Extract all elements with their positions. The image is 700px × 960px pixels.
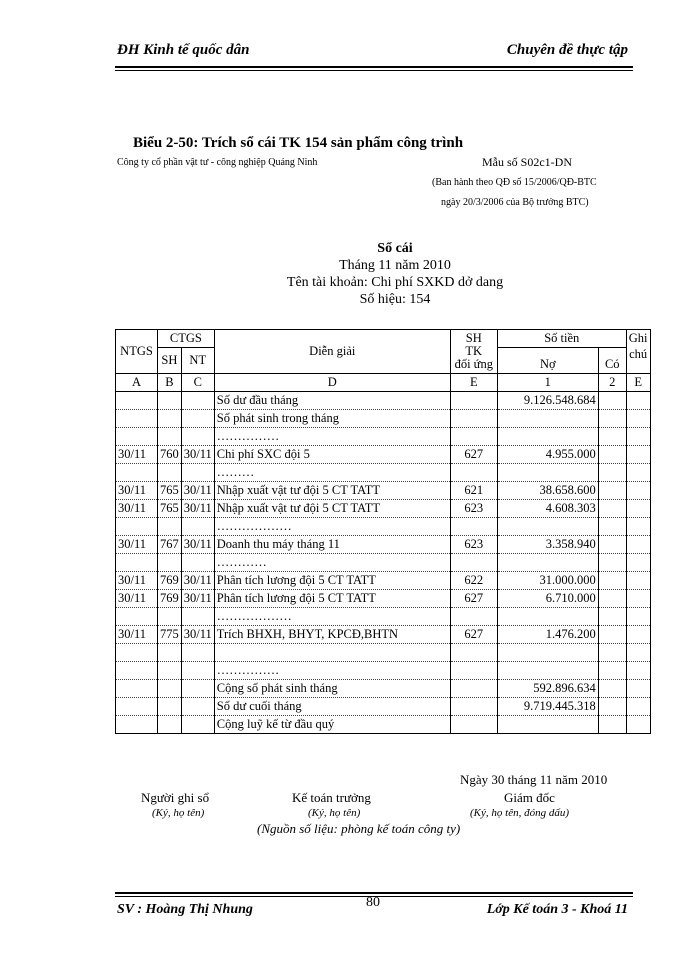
debit-cell: 9.719.445.318: [497, 698, 598, 716]
note-cell: [626, 500, 650, 518]
index-row: A B C D E 1 2 E: [116, 374, 651, 392]
description-cell: ……………: [214, 428, 450, 446]
ntgs-cell: 30/11: [116, 572, 158, 590]
sh-cell: [158, 464, 182, 482]
accountant-note: (Ký, họ tên): [308, 807, 361, 819]
table-row: [116, 500, 651, 518]
account-cell: [450, 518, 497, 536]
note-cell: [626, 536, 650, 554]
sh-cell: 765: [158, 500, 182, 518]
note-cell: [626, 482, 650, 500]
sh-cell: [158, 518, 182, 536]
credit-cell: [598, 536, 626, 554]
sh-cell: 760: [158, 446, 182, 464]
account-cell: [450, 392, 497, 410]
header-rule-thin: [115, 70, 633, 71]
credit-cell: [598, 626, 626, 644]
ledger-heading: Sổ cái: [377, 241, 413, 256]
note-cell: [626, 554, 650, 572]
debit-cell: 592.896.634: [497, 680, 598, 698]
account-cell: 627: [450, 590, 497, 608]
note-cell: [626, 392, 650, 410]
credit-cell: [598, 572, 626, 590]
debit-cell: 6.710.000: [497, 590, 598, 608]
account-cell: 621: [450, 482, 497, 500]
recorder-title: Người ghi sổ: [141, 790, 210, 805]
table-row: [116, 410, 651, 428]
account-cell: [450, 644, 497, 662]
account-cell: 627: [450, 446, 497, 464]
ntgs-cell: [116, 644, 158, 662]
ntgs-cell: 30/11: [116, 446, 158, 464]
ledger-account-name: Tên tài khoản: Chi phí SXKD dở dang: [286, 275, 504, 290]
credit-cell: [598, 446, 626, 464]
sh-cell: [158, 716, 182, 734]
header-description: Diễn giải: [214, 330, 450, 374]
note-cell: [626, 680, 650, 698]
description-cell: ……………: [214, 662, 450, 680]
header-ntgs: NTGS: [116, 330, 158, 374]
nt-cell: [181, 698, 214, 716]
debit-cell: [497, 554, 598, 572]
table-row: [116, 428, 651, 446]
ntgs-cell: 30/11: [116, 482, 158, 500]
credit-cell: [598, 698, 626, 716]
table-row: [116, 590, 651, 608]
company-name: Công ty cổ phần vật tư - công nghiệp Quảng Ninh: [117, 157, 318, 168]
table-row: [116, 680, 651, 698]
description-cell: ………………: [214, 608, 450, 626]
nt-cell: [181, 464, 214, 482]
debit-cell: 4.955.000: [497, 446, 598, 464]
sh-cell: [158, 698, 182, 716]
account-cell: [450, 698, 497, 716]
nt-cell: 30/11: [181, 572, 214, 590]
sh-cell: [158, 680, 182, 698]
description-cell: Cộng số phát sinh tháng: [214, 680, 450, 698]
ledger-period: Tháng 11 năm 2010: [339, 258, 451, 273]
header-sh: SH: [158, 348, 182, 374]
ntgs-cell: 30/11: [116, 536, 158, 554]
ntgs-cell: 30/11: [116, 626, 158, 644]
nt-cell: [181, 680, 214, 698]
footer-class: Lớp Kế toán 3 - Khoá 11: [486, 902, 628, 917]
debit-cell: 9.126.548.684: [497, 392, 598, 410]
sh-cell: 775: [158, 626, 182, 644]
page-number: 80: [366, 895, 380, 910]
credit-cell: [598, 500, 626, 518]
description-cell: Số phát sinh trong tháng: [214, 410, 450, 428]
description-cell: Nhập xuất vật tư đội 5 CT TATT: [214, 482, 450, 500]
nt-cell: [181, 716, 214, 734]
table-row: [116, 536, 651, 554]
note-cell: [626, 698, 650, 716]
note-cell: [626, 446, 650, 464]
sh-cell: 769: [158, 590, 182, 608]
account-cell: [450, 680, 497, 698]
sh-cell: [158, 410, 182, 428]
ntgs-cell: [116, 680, 158, 698]
account-cell: [450, 464, 497, 482]
description-cell: Cộng luỹ kế từ đầu quý: [214, 716, 450, 734]
ntgs-cell: [116, 608, 158, 626]
description-cell: Phân tích lương đội 5 CT TATT: [214, 572, 450, 590]
account-cell: [450, 716, 497, 734]
credit-cell: [598, 590, 626, 608]
ntgs-cell: [116, 518, 158, 536]
description-cell: …………: [214, 554, 450, 572]
nt-cell: 30/11: [181, 536, 214, 554]
account-cell: [450, 428, 497, 446]
description-cell: Số dư cuối tháng: [214, 698, 450, 716]
note-cell: [626, 626, 650, 644]
table-row: [116, 698, 651, 716]
account-cell: [450, 608, 497, 626]
nt-cell: 30/11: [181, 590, 214, 608]
debit-cell: [497, 428, 598, 446]
note-cell: [626, 662, 650, 680]
note-cell: [626, 644, 650, 662]
sh-cell: [158, 428, 182, 446]
accountant-title: Kế toán trưởng: [292, 790, 371, 805]
note-cell: [626, 518, 650, 536]
nt-cell: [181, 608, 214, 626]
footer-rule: [115, 892, 633, 894]
note-cell: [626, 590, 650, 608]
debit-cell: [497, 518, 598, 536]
note-cell: [626, 410, 650, 428]
ledger-table: [115, 329, 651, 734]
ledger-account-no: Số hiệu: 154: [359, 292, 431, 307]
header-left: ĐH Kinh tế quốc dân: [117, 42, 250, 58]
footer-student: SV : Hoàng Thị Nhung: [117, 902, 253, 917]
account-cell: 627: [450, 626, 497, 644]
sh-cell: 769: [158, 572, 182, 590]
sh-cell: [158, 662, 182, 680]
recorder-note: (Ký, họ tên): [152, 807, 205, 819]
table-row: [116, 446, 651, 464]
nt-cell: [181, 518, 214, 536]
debit-cell: [497, 608, 598, 626]
account-cell: [450, 662, 497, 680]
debit-cell: [497, 464, 598, 482]
table-row: [116, 482, 651, 500]
table-row: [116, 662, 651, 680]
header-right: Chuyên đề thực tập: [506, 42, 628, 58]
description-cell: Phân tích lương đội 5 CT TATT: [214, 590, 450, 608]
debit-cell: [497, 644, 598, 662]
account-cell: 623: [450, 536, 497, 554]
account-cell: [450, 554, 497, 572]
sh-cell: [158, 392, 182, 410]
credit-cell: [598, 392, 626, 410]
ntgs-cell: [116, 554, 158, 572]
description-cell: Doanh thu máy tháng 11: [214, 536, 450, 554]
issued-line-1: (Ban hành theo QĐ số 15/2006/QĐ-BTC: [432, 177, 597, 188]
ntgs-cell: [116, 698, 158, 716]
debit-cell: 31.000.000: [497, 572, 598, 590]
credit-cell: [598, 518, 626, 536]
account-cell: 623: [450, 500, 497, 518]
description-cell: Nhập xuất vật tư đội 5 CT TATT: [214, 500, 450, 518]
nt-cell: 30/11: [181, 500, 214, 518]
nt-cell: 30/11: [181, 626, 214, 644]
ntgs-cell: 30/11: [116, 590, 158, 608]
table-row: [116, 716, 651, 734]
credit-cell: [598, 464, 626, 482]
table-row: [116, 392, 651, 410]
nt-cell: [181, 662, 214, 680]
table-row: [116, 464, 651, 482]
note-cell: [626, 572, 650, 590]
debit-cell: [497, 716, 598, 734]
header-note: Ghi chú: [626, 330, 650, 374]
table-row: [116, 608, 651, 626]
credit-cell: [598, 428, 626, 446]
account-cell: 622: [450, 572, 497, 590]
note-cell: [626, 464, 650, 482]
ntgs-cell: [116, 716, 158, 734]
data-source: (Nguồn số liệu: phòng kế toán công ty): [257, 821, 461, 836]
ntgs-cell: [116, 662, 158, 680]
table-row: [116, 572, 651, 590]
signature-date: Ngày 30 tháng 11 năm 2010: [460, 772, 608, 787]
credit-cell: [598, 482, 626, 500]
credit-cell: [598, 608, 626, 626]
director-note: (Ký, họ tên, đóng dấu): [470, 807, 569, 819]
credit-cell: [598, 662, 626, 680]
debit-cell: [497, 662, 598, 680]
ntgs-cell: [116, 464, 158, 482]
nt-cell: 30/11: [181, 446, 214, 464]
description-cell: Chi phí SXC đội 5: [214, 446, 450, 464]
nt-cell: [181, 428, 214, 446]
description-cell: [214, 644, 450, 662]
header-debit: Nợ: [497, 348, 598, 374]
description-cell: ………………: [214, 518, 450, 536]
credit-cell: [598, 716, 626, 734]
table-row: [116, 644, 651, 662]
nt-cell: 30/11: [181, 482, 214, 500]
director-title: Giám đốc: [504, 790, 555, 805]
note-cell: [626, 608, 650, 626]
header-ctgs: CTGS: [158, 330, 215, 348]
description-cell: Số dư đầu tháng: [214, 392, 450, 410]
account-cell: [450, 410, 497, 428]
ntgs-cell: 30/11: [116, 500, 158, 518]
header-rule: [115, 66, 633, 68]
nt-cell: [181, 644, 214, 662]
ntgs-cell: [116, 428, 158, 446]
credit-cell: [598, 644, 626, 662]
issued-line-2: ngày 20/3/2006 của Bộ trưởng BTC): [441, 197, 589, 208]
header-account: SH TK đối ứng: [450, 330, 497, 374]
header-nt: NT: [181, 348, 214, 374]
debit-cell: 4.608.303: [497, 500, 598, 518]
nt-cell: [181, 392, 214, 410]
credit-cell: [598, 554, 626, 572]
nt-cell: [181, 410, 214, 428]
debit-cell: 1.476.200: [497, 626, 598, 644]
debit-cell: [497, 410, 598, 428]
description-cell: ………: [214, 464, 450, 482]
credit-cell: [598, 680, 626, 698]
note-cell: [626, 428, 650, 446]
table-row: [116, 626, 651, 644]
sh-cell: [158, 644, 182, 662]
header-amount: Số tiền: [497, 330, 626, 348]
form-number: Mẫu số S02c1-DN: [482, 155, 572, 169]
credit-cell: [598, 410, 626, 428]
table-row: [116, 518, 651, 536]
sh-cell: 767: [158, 536, 182, 554]
header-credit: Có: [598, 348, 626, 374]
ntgs-cell: [116, 410, 158, 428]
debit-cell: 3.358.940: [497, 536, 598, 554]
table-row: [116, 554, 651, 572]
debit-cell: 38.658.600: [497, 482, 598, 500]
doc-title: Biểu 2-50: Trích sổ cái TK 154 sản phẩm công trình: [133, 135, 464, 151]
description-cell: Trích BHXH, BHYT, KPCĐ,BHTN: [214, 626, 450, 644]
ntgs-cell: [116, 392, 158, 410]
sh-cell: 765: [158, 482, 182, 500]
note-cell: [626, 716, 650, 734]
sh-cell: [158, 554, 182, 572]
nt-cell: [181, 554, 214, 572]
sh-cell: [158, 608, 182, 626]
